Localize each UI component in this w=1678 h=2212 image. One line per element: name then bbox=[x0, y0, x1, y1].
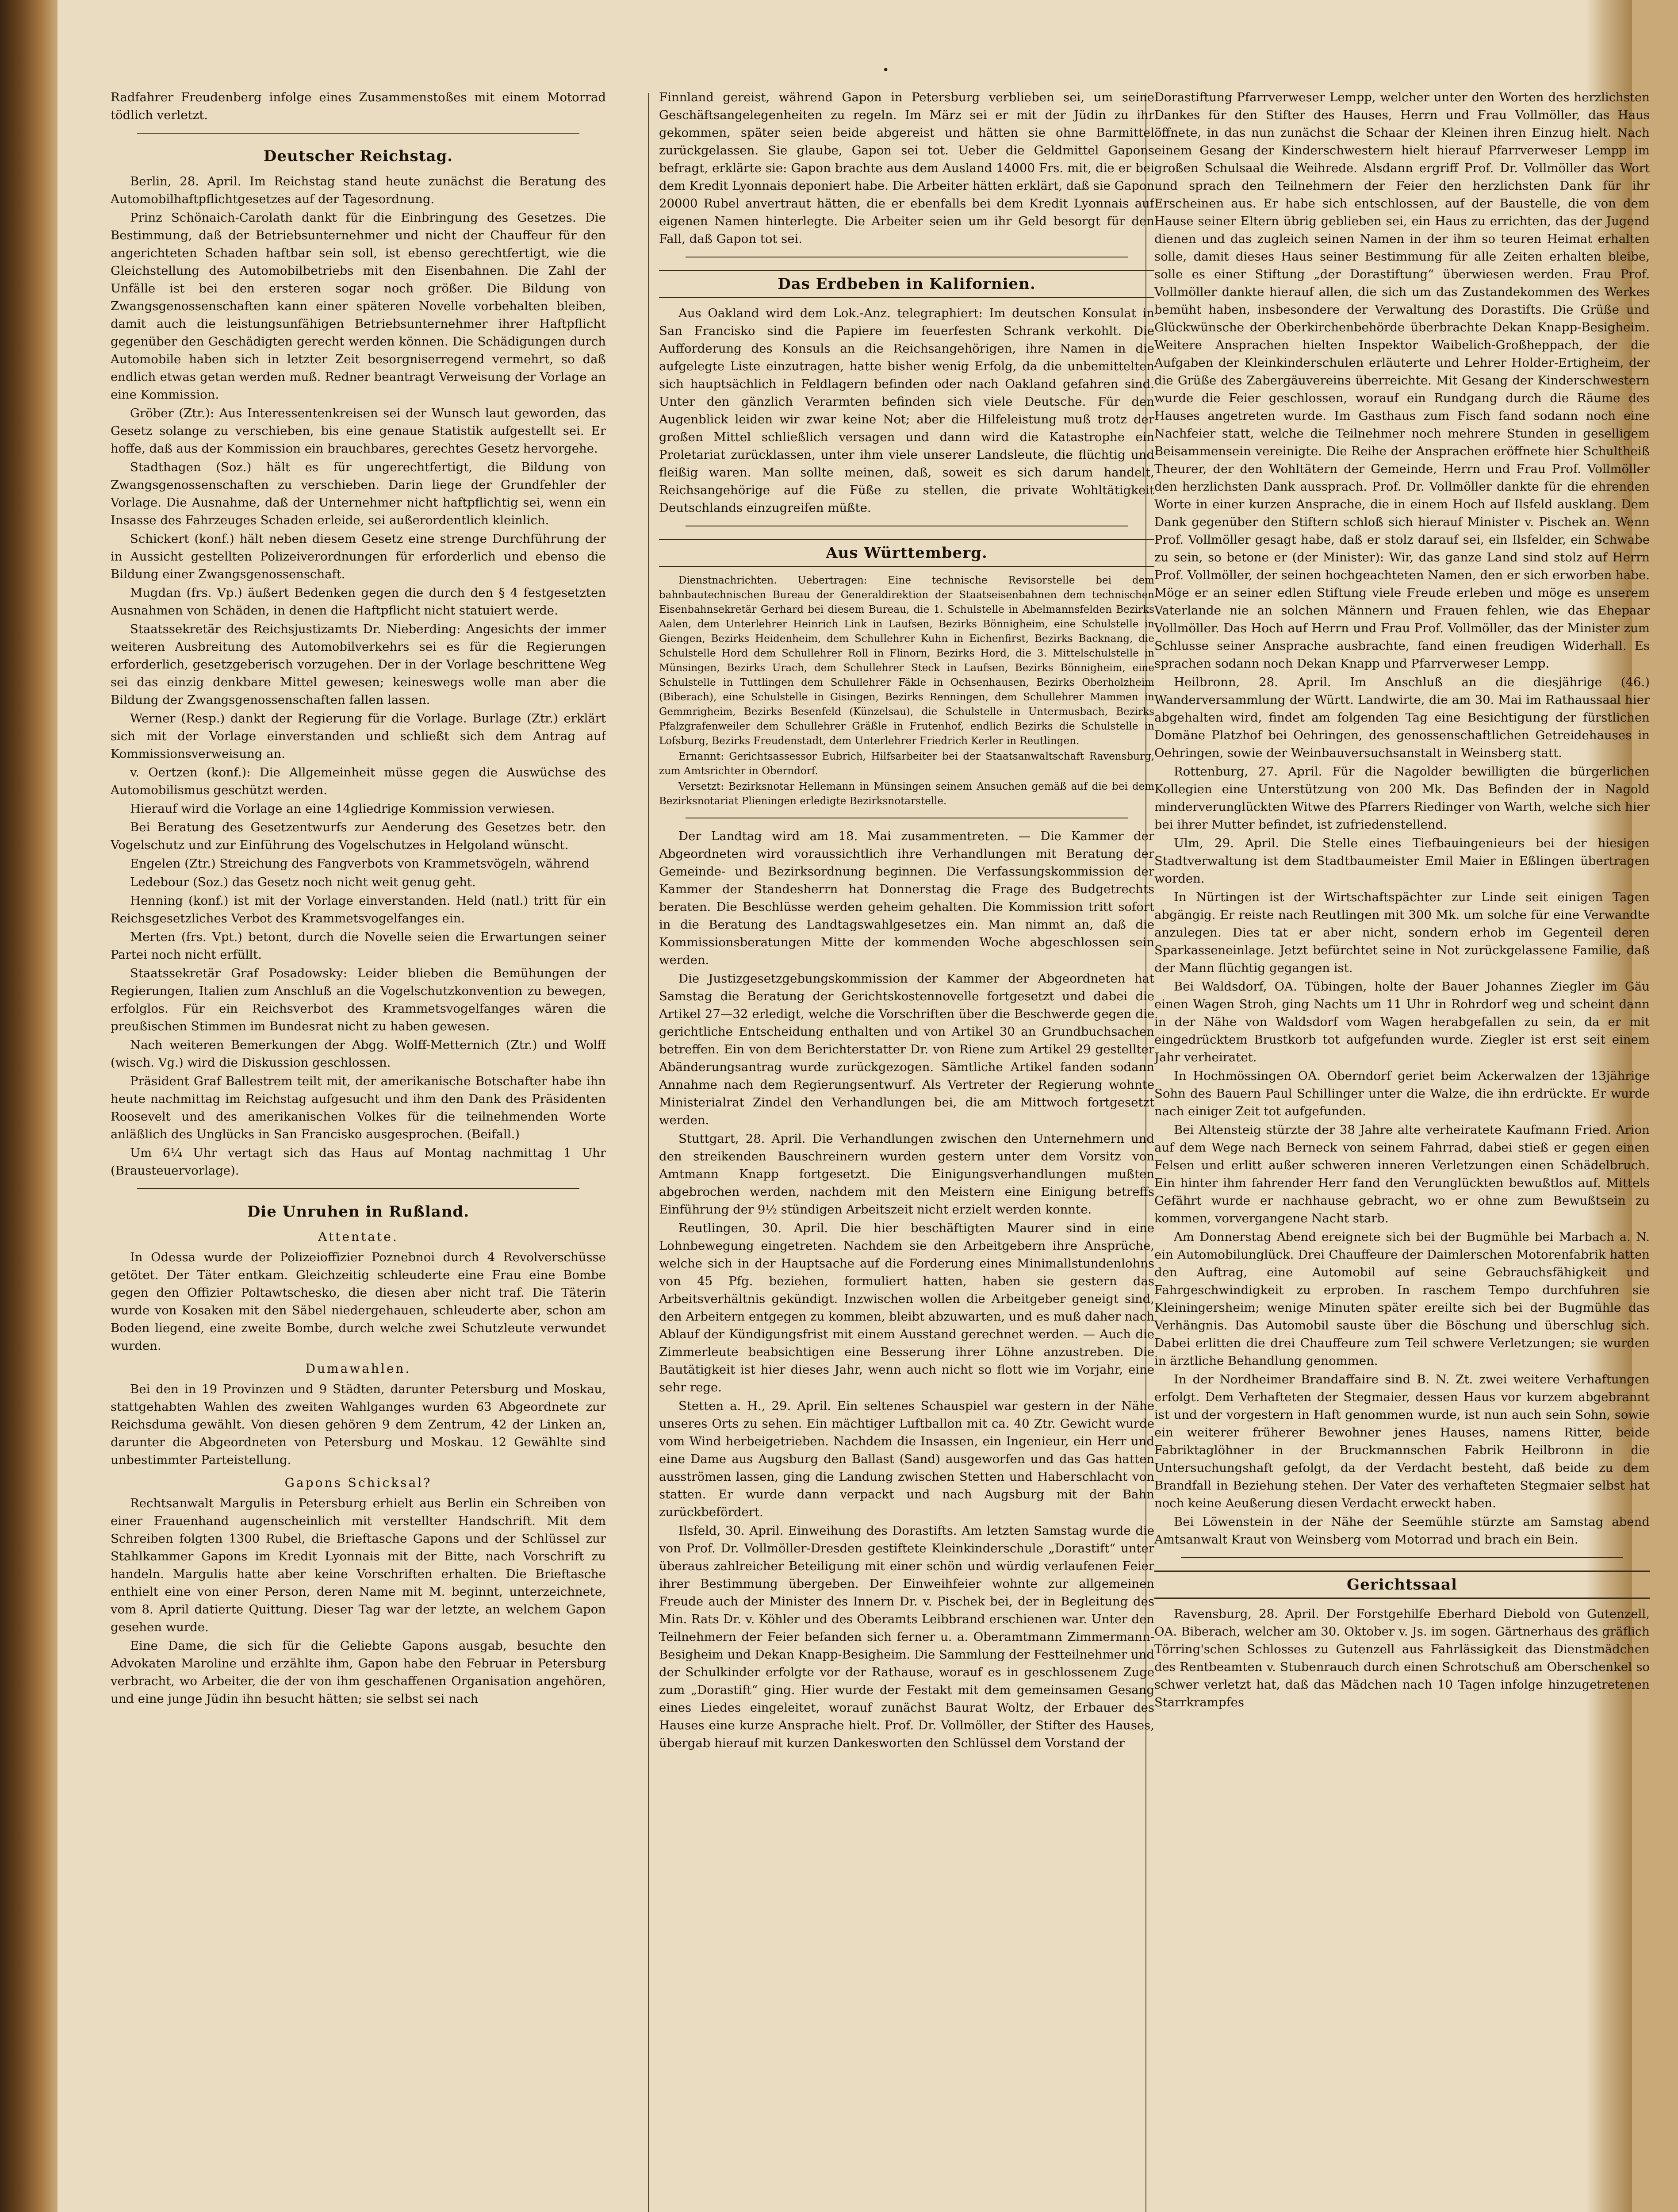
paragraph: Ulm, 29. April. Die Stelle eines Tiefbauingenieurs bei der hiesigen Stadtverwaltung ist dem Stadtbaumeister Emil Maier in Eßlingen übertragen worden. bbox=[1154, 836, 1650, 886]
paragraph: Rottenburg, 27. April. Für die Nagolder bewilligten die bürgerlichen Kollegien eine Unterstützung von 200 Mk. Das Befinden der in Nagold minderverunglückten Witwe des Pfarrers Riedinger von Warth, welche sich hier bei ihrer Mutter befindet, ist zufriedenstellend. bbox=[1154, 764, 1650, 832]
gapon-article bbox=[111, 1494, 606, 1708]
paragraph: Heilbronn, 28. April. Im Anschluß an die diesjährige (46.) Wanderversammlung der Württ. Landwirte, die am 30. Mai im Rathaussaal hier abgehalten wird, findet am folgenden Tag eine Besichtigung der fürstlichen Domäne Platzhof bei Oehringen, des genossenschaftlichen Getreidehauses in Oehringen, sowie der Weinbauversuchsanstalt in Weinsberg statt. bbox=[1154, 675, 1650, 760]
paragraph: In der Nordheimer Brandaffaire sind B. N. Zt. zwei weitere Verhaftungen erfolgt. Dem Verhafteten der Stegmaier, dessen Haus vor kurzem abgebrannt ist und der vorgestern in Haft genommen wurde, ist nun auch sein Sohn, sowie ein weiterer früherer Bewohner jenes Hauses, namens Ritter, beide Fabriktaglöhner in der Bruckmannschen Fabrik Heilbronn in die Untersuchungshaft gefolgt, da der Verdacht besteht, daß beide zu dem Brandfall in Beziehung stehen. Der Vater des verhafteten Stegmaier selbst hat noch keine Aeußerung diesen Verdacht erweckt haben. bbox=[1154, 1372, 1650, 1510]
paragraph: Bei Waldsdorf, OA. Tübingen, holte der Bauer Johannes Ziegler im Gäu einen Wagen Stroh, ging Nachts um 11 Uhr in Rohrdorf weg und scheint dann in der Nähe von Waldsdorf vom Wagen herabgefallen zu sein, da er mit eingedrücktem Brustkorb tot aufgefunden wurde. Ziegler ist erst seit einem Jahr verheiratet. bbox=[1154, 979, 1650, 1064]
column-3 bbox=[1154, 88, 1650, 2212]
column-rule-1 bbox=[648, 93, 649, 2212]
paragraph: Schickert (konf.) hält neben diesem Gesetz eine strenge Durchführung der in Aussicht gestellten Polizeiverordnungen für erforderlich und ebenso die Bildung einer Zwangsgenossenschaft. bbox=[111, 532, 606, 581]
column-2 bbox=[659, 88, 1154, 2212]
gerichtssaal-heading: Gerichtssaal bbox=[1154, 1571, 1650, 1599]
gapon-continued: Finnland gereist, während Gapon in Petersburg verblieben sei, um seine Geschäftsangelegenheiten zu regeln. Im März sei er mit der Jüdin zu ihr gekommen, später seien beide abgereist und hätten sie ohne Barmittel zurückgelassen. Sie glaube, Gapon sei tot. Ueber die Geldmittel Gapons befragt, erklärte sie: Gapon brachte aus dem Ausland 14000 Frs. mit, die er bei dem Kredit Lyonnais deponiert habe. Die Arbeiter hätten erklärt, daß sie Gapon 20000 Rubel anvertraut hätten, die er ebenfalls bei dem Kredit Lyonnais auf eigenen Namen hinterlegte. Die Arbeiter seien um ihr Geld besorgt für den Fall, daß Gapon tot sei. bbox=[659, 90, 1154, 246]
wuerttemberg-heading: Aus Württemberg. bbox=[659, 539, 1154, 567]
paragraph: Stuttgart, 28. April. Die Verhandlungen zwischen den Unternehmern und den streikenden Bauschreinern wurden gestern unter dem Vorsitz von Amtmann Knapp fortgesetzt. Die Einigungsverhandlungen mußten abgebrochen werden, nachdem mit den Meistern eine Einigung betreffs Einführung der 9½ stündigen Arbeitszeit nicht erzielt werden konnte. bbox=[659, 1132, 1154, 1217]
paragraph: v. Oertzen (konf.): Die Allgemeinheit müsse gegen die Auswüchse des Automobilismus geschützt werden. bbox=[111, 765, 606, 797]
paragraph: Berlin, 28. April. Im Reichstag stand heute zunächst die Beratung des Automobilhaftpflichtgesetzes auf der Tagesordnung. bbox=[111, 174, 606, 206]
erdbeben-article bbox=[659, 304, 1154, 517]
paragraph: Dienstnachrichten. Uebertragen: Eine technische Revisorstelle bei dem bahnbautechnischen Bureau der Generaldirektion der Staatseisenbahnen dem technischen Eisenbahnsekretär Gerhard bei diesem Bureau, die 1. Schulstelle in Abelmannsfelden Bezirks Aalen, dem Unterlehrer Heinrich Link in Laufsen, Bezirks Bönnigheim, eine Schulstelle in Giengen, Bezirks Heidenheim, dem Schullehrer Kuhn in Eichenfirst, Bezirks Backnang, die Schulstelle Hord dem Schullehrer Roll in Flinorn, Bezirks Hord, die 3. Mittelschulstelle in Münsingen, Bezirks Urach, dem Schullehrer Steck in Laufsen, Bezirks Bönnigheim, eine Schulstelle in Tuttlingen dem Schullehrer Fäkle in Ochsenhausen, Bezirks Oberholzheim (Biberach), eine Schulstelle in Gisingen, Bezirks Renningen, dem Schullehrer Mammen in Gemmrigheim, Bezirks Besenfeld (Künzelsau), die Schulstelle in Untermusbach, Bezirks Pfalzgrafenweiler dem Schullehrer Gräßle in Frutenhof, endlich Bezirks die Schulstelle in Lofsburg, Bezirks Freudenstadt, dem Unterlehrer Friedrich Kerler in Reutlingen. bbox=[659, 575, 1154, 747]
gapon-subheading: Gapons Schicksal? bbox=[284, 1475, 432, 1490]
paragraph: Am Donnerstag Abend ereignete sich bei der Bugmühle bei Marbach a. N. ein Automobilunglück. Drei Chauffeure der Daimlerschen Motorenfabrik hatten den Auftrag, eine Automobil auf seine Gebrauchsfähigkeit und Fahrgeschwindigkeit zu erproben. In raschem Tempo durchfuhren sie Kleiningersheim; wenige Minuten später ereilte sich bei der Bugmühle das Verhängnis. Das Automobil sauste über die Böschung und überschlug sich. Dabei erlitten die drei Chauffeure zum Teil schwere Verletzungen; sie wurden in ärztliche Behandlung genommen. bbox=[1154, 1230, 1650, 1368]
reichstag-article bbox=[111, 173, 606, 1179]
paragraph: In Hochmössingen OA. Oberndorf geriet beim Ackerwalzen der 13jährige Sohn des Bauern Paul Schillinger unter die Walze, die ihn erdrückte. Er wurde nach einiger Zeit tot aufgefunden. bbox=[1154, 1069, 1650, 1118]
paragraph: Werner (Resp.) dankt der Regierung für die Vorlage. Burlage (Ztr.) erklärt sich mit der Vorlage einverstanden und schließt sich dem Antrag auf Kommissionsverweisung an. bbox=[111, 711, 606, 761]
paragraph: Ledebour (Soz.) das Gesetz noch nicht weit genug geht. bbox=[130, 875, 476, 889]
paragraph: Mugdan (frs. Vp.) äußert Bedenken gegen die durch den § 4 festgesetzten Ausnahmen von Schäden, in denen die Haftpflicht nicht statuiert werde. bbox=[111, 586, 606, 618]
attentate-subheading: Attentate. bbox=[318, 1229, 398, 1244]
paragraph: Ilsfeld, 30. April. Einweihung des Dorastifts. Am letzten Samstag wurde die von Prof. Dr. Vollmöller-Dresden gestiftete Kleinkinderschule „Dorastift“ unter überaus zahlreicher Beteiligung mit einer schön und würdig verlaufenen Feier ihrer Bestimmung übergeben. Der Einweihfeier wohnte zur allgemeinen Freude auch der Minister des Innern Dr. v. Pischek bei, der in Begleitung des Min. Rats Dr. v. Köhler und des Oberamts Leibbrand erschienen war. Unter den Teilnehmern der Feier befanden sich ferner u. a. Oberamtmann Zimmermann-Besigheim und Dekan Knapp-Besigheim. Die Sammlung der Festteilnehmer und der Schulkinder erfolgte vor der Rathause, worauf es in geschlossenem Zuge zum „Dorastift“ ging. Hier wurde der Festakt mit dem gemeinsamen Gesang eines Liedes eingeleitet, worauf zunächst Baurat Woltz, der Erbauer des Hauses eine kurze Ansprache hielt. Prof. Dr. Vollmöller, der Stifter des Hauses, übergab hierauf mit kurzen Dankesworten den Schlüssel dem Vorstand der bbox=[659, 1524, 1154, 1750]
paragraph: Hierauf wird die Vorlage an eine 14gliedrige Kommission verwiesen. bbox=[130, 802, 555, 816]
divider bbox=[137, 133, 579, 134]
divider bbox=[137, 1188, 579, 1189]
paragraph: Ernannt: Gerichtsassessor Eubrich, Hilfsarbeiter bei der Staatsanwaltschaft Ravensburg, zum Amtsrichter in Oberndorf. bbox=[659, 751, 1154, 777]
paragraph: Nach weiteren Bemerkungen der Abgg. Wolff-Metternich (Ztr.) und Wolff (wisch. Vg.) wird die Diskussion geschlossen. bbox=[111, 1038, 606, 1070]
paragraph: Bei Altensteig stürzte der 38 Jahre alte verheiratete Kaufmann Fried. Arion auf dem Wege nach Berneck von seinem Fahrrad, dabei stieß er gegen einen Felsen und erlitt außer schweren inneren Verletzungen einen Schädelbruch. Ein hinter ihm fahrender Herr fand den Verunglückten bewußtlos auf. Mittels Gefährt wurde er nachhause gebracht, wo er ohne zum Bewußtsein zu kommen, vorvergangene Nacht starb. bbox=[1154, 1123, 1650, 1225]
paragraph: Gröber (Ztr.): Aus Interessentenkreisen sei der Wunsch laut geworden, das Gesetz solange zu verschieben, bis eine genaue Statistik aufgestellt sei. Er hoffe, daß aus der Kommission ein brauchbares, gerechtes Gesetz hervorgehe. bbox=[111, 406, 606, 456]
dumawahlen-article bbox=[111, 1380, 606, 1469]
paragraph: Rechtsanwalt Margulis in Petersburg erhielt aus Berlin ein Schreiben von einer Frauenhand augenscheinlich mit verstellter Handschrift. Mit dem Schreiben folgten 1300 Rubel, die Brieftasche Gapons und der Schlüssel zur Stahlkammer Gapons im Kredit Lyonnais mit der Bitte, nach Vorschrift zu handeln. Margulis hatte aber keine Vorschriften erhalten. Die Brieftasche enthielt eine von einer Person, deren Name mit M. beginnt, unterzeichnete, vom 8. April datierte Quittung. Dieser Tag war der letzte, an welchem Gapon gesehen wurde. bbox=[111, 1496, 606, 1634]
russland-heading: Die Unruhen in Rußland. bbox=[247, 1203, 470, 1221]
paragraph: Prinz Schönaich-Carolath dankt für die Einbringung des Gesetzes. Die Bestimmung, daß der Betriebsunternehmer und nicht der Chauffeur für den angerichteten Schaden haftbar sein soll, ist ebenso gerechtfertigt, wie die Gleichstellung des Automobilbetriebs mit den Eisenbahnen. Die Zahl der Unfälle ist bei den ersteren sogar noch größer. Die Bildung von Zwangsgenossenschaften kann einer späteren Novelle vorbehalten bleiben, damit auch die leistungsunfähigen Betriebsunternehmer ihrer Haftpflicht gegenüber den Geschädigten gerecht werden können. Die Schädigungen durch Automobile haben sich in letzter Zeit besorgniserregend vermehrt, so daß endlich etwas getan werden muß. Redner beantragt Verweisung der Vorlage an eine Kommission. bbox=[111, 211, 606, 402]
paragraph: Reutlingen, 30. April. Die hier beschäftigten Maurer sind in eine Lohnbewegung eingetreten. Nachdem sie den Arbeitgebern ihre Ansprüche, welche sich in der Hauptsache auf die Forderung eines Minimallstundenlohns von 45 Pfg. beziehen, formuliert hatten, haben sie gestern das Arbeitsverhältnis gekündigt. Inzwischen wollen die Arbeitgeber geneigt sind, den Arbeitern entgegen zu kommen, bleibt abzuwarten, und es muß daher nach Ablauf der Kündigungsfrist mit einem Ausstand gerechnet werden. — Auch die Zimmerleute beabsichtigen eine Besserung ihrer Löhne anzustreben. Die Bautätigkeit ist hier dieses Jahr, wenn auch nicht so flott wie im Vorjahr, eine sehr rege. bbox=[659, 1221, 1154, 1394]
paragraph: Stadthagen (Soz.) hält es für ungerechtfertigt, die Bildung von Zwangsgenossenschaften zu verschieben. Darin liege der Grundfehler der Vorlage. Die Ausnahme, daß der Unternehmer nicht haftpflichtig sei, wenn ein Insasse des Fahrzeuges Schaden erleide, sei außerordentlich kleinlich. bbox=[111, 460, 606, 527]
attentate-article bbox=[111, 1248, 606, 1355]
gerichtssaal-article bbox=[1154, 1605, 1650, 1711]
paragraph: Präsident Graf Ballestrem teilt mit, der amerikanische Botschafter habe ihn heute nachmittag im Reichstag aufgesucht und ihm den Dank des Präsidenten Roosevelt und des amerikanischen Volkes für die teilnehmenden Worte anläßlich des Unglücks in San Francisko ausgesprochen. (Beifall.) bbox=[111, 1074, 606, 1141]
wuerttemberg-articles bbox=[659, 827, 1154, 1752]
paragraph: Staatssekretär des Reichsjustizamts Dr. Nieberding: Angesichts der immer weiteren Ausbreitung des Automobilverkehrs sei es für die Regierungen erforderlich, gesetzgeberisch vorzugehen. Der in der Vorlage beschrittene Weg sei das einzig denkbare Mittel gewesen; keineswegs wolle man aber die Bildung der Zwangsgenossenschaften fallen lassen. bbox=[111, 622, 606, 707]
paragraph: Ravensburg, 28. April. Der Forstgehilfe Eberhard Diebold von Gutenzell, OA. Biberach, welcher am 30. Oktober v. Js. im sogen. Gärtnerhaus des gräflich Törring'schen Schlosses zu Gutenzell aus Fahrlässigkeit das Dienstmädchen des Rentbeamten v. Stubenrauch durch einen Schrotschuß am Oberschenkel so schwer verletzt hat, daß das Mädchen nach 10 Tagen infolge hinzugetretenen Starrkrampfes bbox=[1154, 1607, 1650, 1709]
paragraph: Staatssekretär Graf Posadowsky: Leider blieben die Bemühungen der Regierungen, Italien zum Anschluß an die Vogelschutzkonvention zu bewegen, erfolglos. Für ein Reichsverbot des Krammetsvogelfanges wären die preußischen Stimmen im Bundesrat nicht zu haben gewesen. bbox=[111, 966, 606, 1033]
column-1 bbox=[111, 88, 606, 2212]
paragraph: Henning (konf.) ist mit der Vorlage einverstanden. Held (natl.) tritt für ein Reichsgesetzliches Verbot des Krammetsvogelfanges ein. bbox=[111, 894, 606, 926]
paragraph: Merten (frs. Vpt.) betont, durch die Novelle seien die Erwartungen seiner Partei noch nicht erfüllt. bbox=[111, 930, 606, 962]
paragraph: Der Landtag wird am 18. Mai zusammentreten. — Die Kammer der Abgeordneten wird voraussichtlich ihre Verhandlungen mit Beratung der Gemeinde- und Bezirksordnung beginnen. Die Verfassungskommission der Kammer der Standesherrn hat Donnerstag die Frage des Budgetrechts beraten. Die Beschlüsse werden geheim gehalten. Die Kommission tritt sofort in die Beratung des Landtagswahlgesetzes ein. Man nimmt an, daß die Kommissionsberatungen Mitte der kommenden Woche abgeschlossen sein werden. bbox=[659, 829, 1154, 967]
paragraph: In Odessa wurde der Polizeioffizier Poznebnoi durch 4 Revolverschüsse getötet. Der Täter entkam. Gleichzeitig schleuderte eine Frau eine Bombe gegen den Offizier Poltawtschesko, die diesen aber nicht traf. Die Täterin wurde von Kosaken mit den Säbel niedergehauen, schleuderte aber, schon am Boden liegend, eine zweite Bombe, durch welche zwei Schutzleute verwundet wurden. bbox=[111, 1250, 606, 1353]
paragraph: Um 6¼ Uhr vertagt sich das Haus auf Montag nachmittag 1 Uhr (Brausteuervorlage). bbox=[111, 1146, 606, 1178]
intro-text: Radfahrer Freudenberg infolge eines Zusammenstoßes mit einem Motorrad tödlich verletzt. bbox=[111, 90, 606, 122]
dienstnachrichten bbox=[659, 573, 1154, 809]
reichstag-heading: Deutscher Reichstag. bbox=[263, 147, 453, 165]
paragraph: In Nürtingen ist der Wirtschaftspächter zur Linde seit einigen Tagen abgängig. Er reiste nach Reutlingen mit 300 Mk. um solche für eine Verwandte anzulegen. Dies tat er aber nicht, sondern erhob im Gegenteil deren Sparkasseneinlage. Jetzt befürchtet seine in Not zurückgelassene Familie, daß der Mann flüchtig gegangen ist. bbox=[1154, 890, 1650, 975]
paragraph: Bei Beratung des Gesetzentwurfs zur Aenderung des Gesetzes betr. den Vogelschutz und zur Einführung des Vogelschutzes in Helgoland wünscht. bbox=[111, 820, 606, 852]
paragraph: Aus Oakland wird dem Lok.-Anz. telegraphiert: Im deutschen Konsulat in San Francisko sind die Papiere im feuerfesten Schrank verkohlt. Die Aufforderung des Konsuls an die Reichsangehörigen, ihre Namen in die aufgelegte Liste einzutragen, hatte bisher wenig Erfolg, da die unbemittelten sich hauptsächlich in Feldlagern befinden oder nach Oakland gefahren sind. Unter den gänzlich Verarmten befinden sich viele Deutsche. Für den Augenblick leiden wir zwar keine Not; aber die Hilfeleistung muß trotz der großen Mittel schließlich versagen und dann wird die Katastrophe ein Proletariat zurücklassen, unter ihm viele unserer Landsleute, die flüchtig und fleißig waren. Man sollte meinen, daß, soweit es sich darum handelt, Reichsangehörige auf die Füße zu stellen, die private Wohltätigkeit Deutschlands einzugreifen müßte. bbox=[659, 306, 1154, 515]
local-news bbox=[1154, 673, 1650, 1548]
paragraph: Bei den in 19 Provinzen und 9 Städten, darunter Petersburg und Moskau, stattgehabten Wahlen des zweiten Wahlganges wurden 63 Abgeordnete zur Reichsduma gewählt. Von diesen gehören 9 dem Zentrum, 42 der Linken an, darunter die Abgeordneten von Petersburg und Moskau. 12 Gewählte sind unbestimmter Parteistellung. bbox=[111, 1382, 606, 1467]
book-binding bbox=[0, 0, 57, 2212]
paragraph: Versetzt: Bezirksnotar Hellemann in Münsingen seinem Ansuchen gemäß auf die bei dem Bezirksnotariat Plieningen erledigte Bezirksnotarstelle. bbox=[659, 781, 1154, 807]
ilsfeld-continued: Dorastiftung Pfarrverweser Lempp, welcher unter den Worten des herzlichsten Dankes für den Stifter des Hauses, Herrn und Frau Vollmöller, das Haus öffnete, in das nun zunächst die Schaar der Kleinen ihren Einzug hielt. Nach einem Gesang der Kinderschwestern hielt hierauf Pfarrverweser Lempp im großen Schulsaal die Weihrede. Alsdann ergriff Prof. Dr. Vollmöller das Wort und sprach den Teilnehmern der Feier den herzlichsten Dank für ihr Erscheinen aus. Er habe sich entschlossen, auf der Baustelle, die von dem Hause seiner Eltern übrig geblieben sei, ein Haus zu errichten, das der Jugend dienen und das zugleich seinen Namen in der ihm so teuren Heimat erhalten solle, damit dieses Haus seiner Bestimmung für alle Zeiten erhalten bleibe, solle es einer Stiftung „der Dorastiftung“ überwiesen werden. Frau Prof. Vollmöller dankte hierauf allen, die sich um das Zustandekommen des Werkes bemüht haben, insbesondere der Verwaltung des Dorastifts. Die Grüße und Glückwünsche der Oberkirchenbehörde überbrachte Dekan Knapp-Besigheim. Weitere Ansprachen hielten Inspektor Waibelich-Großheppach, der die Aufgaben der Kleinkinderschulen erläuterte und Lehrer Holder-Ertigheim, der die Grüße des Zabergäuvereins überreichte. Mit Gesang der Kinderschwestern wurde die Feier geschlossen, worauf ein Rundgang durch die Räume des Hauses angetreten wurde. Im Gasthaus zum Fisch fand sodann noch eine Nachfeier statt, welche die Teilnehmer noch mehrere Stunden in geselligem Beisammensein vereinigte. Die Reihe der Ansprachen eröffnete hier Schultheiß Theurer, der den Wohltätern der Gemeinde, Herrn und Frau Prof. Vollmöller den herzlichsten Dank aussprach. Prof. Dr. Vollmöller dankte für die ehrenden Worte in einer kurzen Ansprache, die in einem Hoch auf Ilsfeld ausklang. Dem Dank gegenüber den Stiftern schloß sich hierauf Minister v. Pischek an. Wenn Prof. Vollmöller gesagt habe, daß er stolz darauf sei, ein Ilsfelder, ein Schwabe zu sein, so betone er (der Minister): Wir, das ganze Land sind stolz auf Herrn Prof. Vollmöller, der seinen hochgeachteten Namen, den er sich erworben habe. Möge er an seiner edlen Stiftung viele Freude erleben und möge es unserem Vaterlande nie an solchen Männern und Frauen fehlen, wie das Ehepaar Vollmöller. Das Hoch auf Herrn und Frau Prof. Vollmöller, das der Minister zum Schlusse seiner Ansprache ausbrachte, fand einen freudigen Widerhall. Es sprachen sodann noch Dekan Knapp und Pfarrverweser Lempp. bbox=[1154, 90, 1650, 671]
top-mark: • bbox=[882, 64, 889, 77]
paragraph: Engelen (Ztr.) Streichung des Fangverbots von Krammetsvögeln, während bbox=[130, 856, 590, 871]
paragraph: Stetten a. H., 29. April. Ein seltenes Schauspiel war gestern in der Nähe unseres Orts zu sehen. Ein mächtiger Luftballon mit ca. 40 Ztr. Gewicht wurde vom Wind herbeigetrieben. Nachdem die Insassen, ein Ingenieur, ein Herr und eine Dame aus Augsburg den Ballast (Sand) ausgeworfen und das Gas hatten ausströmen lassen, ging die Landung zwischen Stetten und Haberschlacht von statten. Er wurde dann verpackt und nach Augsburg mit der Bahn zurückbefördert. bbox=[659, 1399, 1154, 1519]
paragraph: Die Justizgesetzgebungskommission der Kammer der Abgeordneten hat Samstag die Beratung der Gerichtskostennovelle fortgesetzt und dabei die Artikel 27—32 erledigt, welche die Vorschriften über die Beschwerde gegen die gerichtliche Entscheidung enthalten und von Artikel 30 an Grundbuchsachen betreffen. Ein von dem Berichterstatter Dr. von Riene zum Artikel 29 gestellter Abänderungsantrag wurde zurückgezogen. Sämtliche Artikel fanden sodann Annahme nach dem Regierungsentwurf. Als Vertreter der Regierung wohnte Ministerialrat Zindel den Verhandlungen bei, die am Mittwoch fortgesetzt werden. bbox=[659, 972, 1154, 1127]
paragraph: Eine Dame, die sich für die Geliebte Gapons ausgab, besuchte den Advokaten Maroline und erzählte ihm, Gapon habe den Februar in Petersburg verbracht, wo Arbeiter, die der von ihm geschaffenen Organisation angehören, und eine junge Jüdin ihn besucht hätten; sie selbst sei nach bbox=[111, 1639, 606, 1706]
paragraph: Bei Löwenstein in der Nähe der Seemühle stürzte am Samstag abend Amtsanwalt Kraut von Weinsberg vom Motorrad und brach ein Bein. bbox=[1154, 1515, 1650, 1547]
erdbeben-heading: Das Erdbeben in Kalifornien. bbox=[659, 270, 1154, 298]
dumawahlen-subheading: Dumawahlen. bbox=[305, 1361, 411, 1376]
divider bbox=[1181, 1557, 1623, 1558]
